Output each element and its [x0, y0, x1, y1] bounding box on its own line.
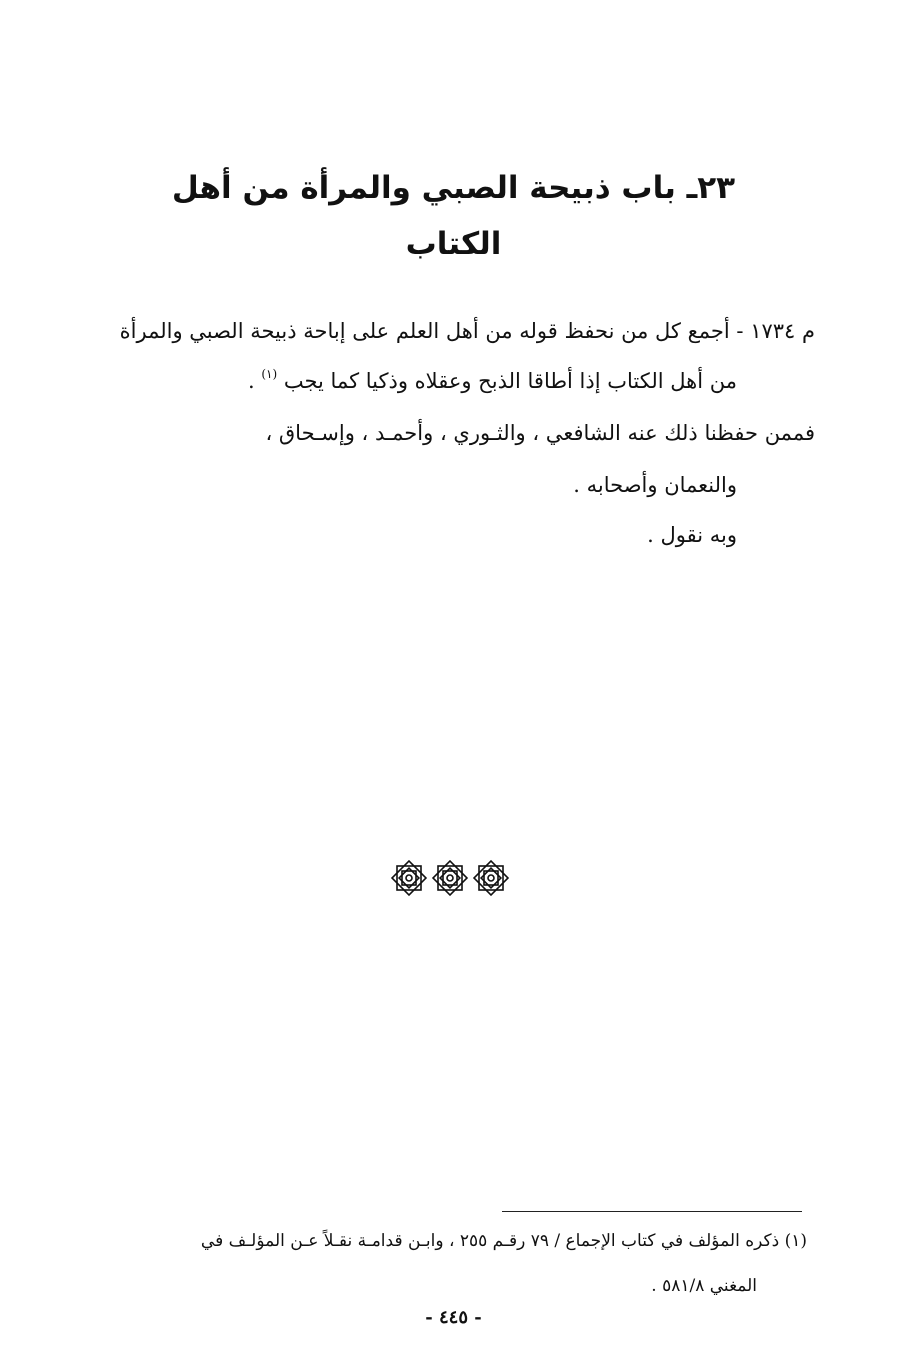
footnote-divider — [502, 1211, 802, 1212]
entry-line-end: . — [247, 369, 262, 393]
entry-line-text: من أهل الكتاب إذا أطاقا الذبح وعقلاه وذكيا كما يجب — [283, 369, 737, 393]
entry-line: والنعمان وأصحابه . — [573, 473, 737, 497]
chapter-title: ٢٣ـ باب ذبيحة الصبي والمرأة من أهل الكتاب — [171, 170, 736, 262]
section-end-ornament — [389, 855, 511, 901]
entry-line: وبه نقول . — [647, 523, 737, 547]
entry-line: فممن حفظنا ذلك عنه الشافعي ، والثـوري ، وأحمـد ، وإسـحاق ، — [265, 421, 815, 445]
octagram-ornament-icon — [471, 855, 511, 901]
entry-line — [95, 368, 737, 397]
entry-line: م ١٧٣٤ - أجمع كل من نحفظ قوله من أهل العلم على إباحة ذبيحة الصبي والمرأة — [119, 319, 815, 343]
footnote-line: المغني ٥٨١/٨ . — [651, 1276, 757, 1296]
page-number: - ٤٤٥ - — [425, 1307, 482, 1328]
footnote-line: (١) ذكره المؤلف في كتاب الإجماع / ٧٩ رقـم ٢٥٥ ، وابـن قدامـة نقـلاً عـن المؤلـف في — [200, 1231, 807, 1251]
footnote-reference[interactable]: (١) — [261, 367, 278, 381]
octagram-ornament-icon — [389, 855, 429, 901]
octagram-ornament-icon — [430, 855, 470, 901]
